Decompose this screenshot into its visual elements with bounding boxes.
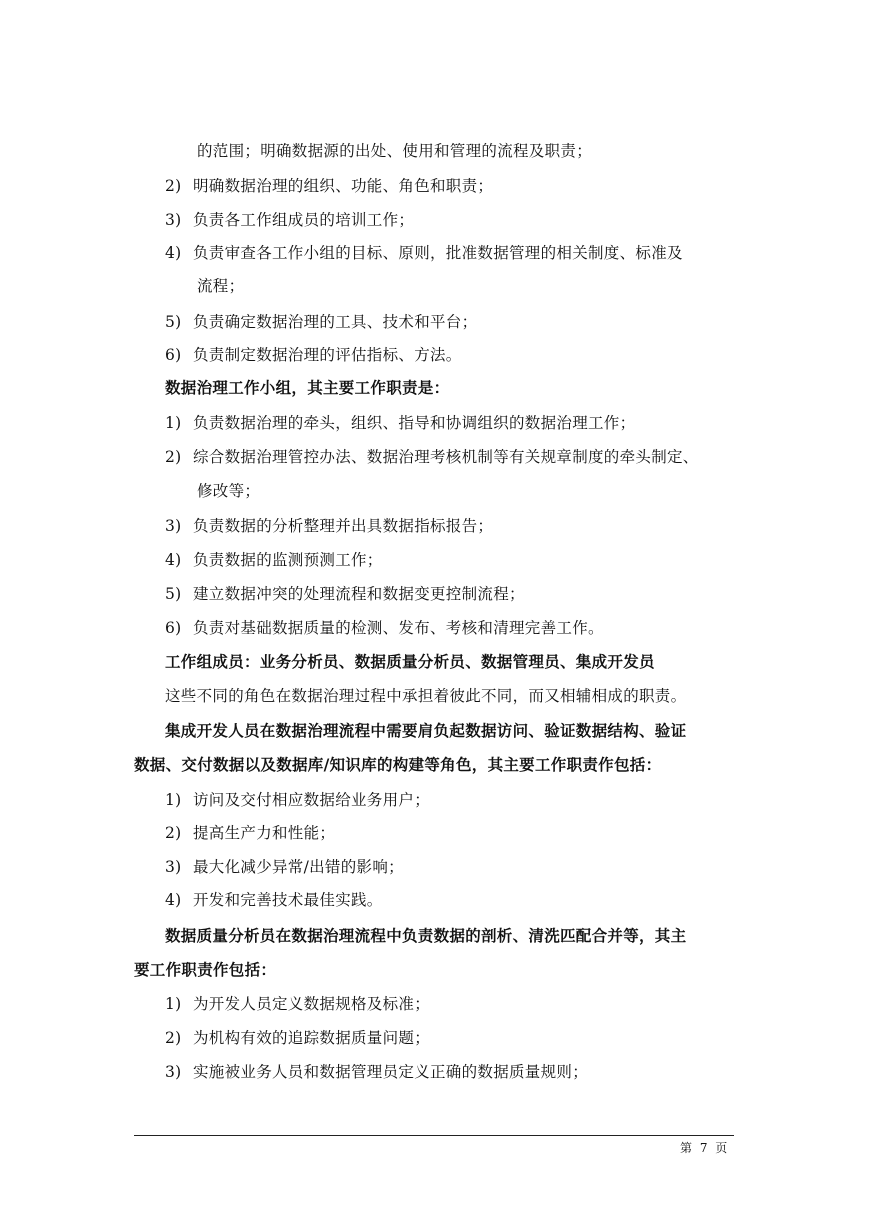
list-item xyxy=(165,345,462,365)
list-text: 为开发人员定义数据规格及标准； xyxy=(193,995,431,1013)
list-text: 实施被业务人员和数据管理员定义正确的数据质量规则； xyxy=(193,1063,589,1081)
list-number: 1) xyxy=(165,414,182,432)
list-item-continuation: 修改等； xyxy=(197,482,261,500)
footer-divider xyxy=(134,1135,734,1136)
list-number: 5) xyxy=(165,585,182,603)
list-text: 负责制定数据治理的评估指标、方法。 xyxy=(193,346,462,364)
list-item xyxy=(165,790,430,810)
section-heading: 数据治理工作小组，其主要工作职责是： xyxy=(165,378,450,397)
paragraph: 这些不同的角色在数据治理过程中承担着彼此不同，而又相辅相成的职责。 xyxy=(165,687,687,705)
section-heading: 工作组成员：业务分析员、数据质量分析员、数据管理员、集成开发员 xyxy=(165,652,655,671)
list-text: 提高生产力和性能； xyxy=(193,824,336,842)
list-text: 最大化减少异常/出错的影响； xyxy=(193,858,404,876)
list-text: 负责确定数据治理的工具、技术和平台； xyxy=(193,313,478,331)
list-number: 4) xyxy=(165,891,182,909)
list-number: 2) xyxy=(165,824,182,842)
list-item xyxy=(165,618,604,638)
list-item xyxy=(165,890,383,910)
list-text: 建立数据冲突的处理流程和数据变更控制流程； xyxy=(193,585,525,603)
list-number: 6) xyxy=(165,346,182,364)
list-number: 3) xyxy=(165,517,182,535)
list-number: 4) xyxy=(165,244,182,262)
list-item xyxy=(165,447,699,467)
list-number: 6) xyxy=(165,619,182,637)
list-item xyxy=(165,1062,588,1082)
list-item xyxy=(165,857,404,877)
list-text: 负责对基础数据质量的检测、发布、考核和清理完善工作。 xyxy=(193,619,604,637)
list-number: 3) xyxy=(165,858,182,876)
list-item xyxy=(165,413,635,433)
list-number: 3) xyxy=(165,211,182,229)
list-number: 5) xyxy=(165,313,182,331)
list-number: 2) xyxy=(165,177,182,195)
list-item xyxy=(165,312,477,332)
list-item xyxy=(165,584,525,604)
continuation-line: 的范围；明确数据源的出处、使用和管理的流程及职责； xyxy=(197,142,593,160)
list-item xyxy=(165,516,493,536)
list-item xyxy=(165,550,383,570)
list-item xyxy=(165,176,493,196)
list-text: 为机构有效的追踪数据质量问题； xyxy=(193,1029,431,1047)
list-number: 2) xyxy=(165,448,182,466)
list-number: 1) xyxy=(165,791,182,809)
list-text: 负责数据的分析整理并出具数据指标报告； xyxy=(193,517,494,535)
list-text: 负责各工作组成员的培训工作； xyxy=(193,211,415,229)
page-number: 第 7 页 xyxy=(680,1141,730,1155)
list-text: 负责数据治理的牵头，组织、指导和协调组织的数据治理工作； xyxy=(193,414,636,432)
list-item-continuation: 流程； xyxy=(197,277,245,295)
section-heading: 要工作职责作包括： xyxy=(134,960,277,979)
list-number: 3) xyxy=(165,1063,182,1081)
list-item xyxy=(165,823,335,843)
section-heading: 数据质量分析员在数据治理流程中负责数据的剖析、清洗匹配合并等，其主 xyxy=(165,926,687,945)
list-text: 开发和完善技术最佳实践。 xyxy=(193,891,383,909)
list-number: 2) xyxy=(165,1029,182,1047)
list-text: 负责审查各工作小组的目标、原则，批准数据管理的相关制度、标准及 xyxy=(193,244,683,262)
list-text: 综合数据治理管控办法、数据治理考核机制等有关规章制度的牵头制定、 xyxy=(193,448,699,466)
list-item xyxy=(165,1028,430,1048)
list-text: 负责数据的监测预测工作； xyxy=(193,551,383,569)
section-heading: 集成开发人员在数据治理流程中需要肩负起数据访问、验证数据结构、验证 xyxy=(165,721,687,740)
list-text: 明确数据治理的组织、功能、角色和职责； xyxy=(193,177,494,195)
list-item xyxy=(165,994,430,1014)
list-item xyxy=(165,243,683,263)
list-number: 4) xyxy=(165,551,182,569)
list-text: 访问及交付相应数据给业务用户； xyxy=(193,791,431,809)
list-number: 1) xyxy=(165,995,182,1013)
section-heading: 数据、交付数据以及数据库/知识库的构建等角色，其主要工作职责作包括： xyxy=(134,755,662,774)
list-item xyxy=(165,210,414,230)
